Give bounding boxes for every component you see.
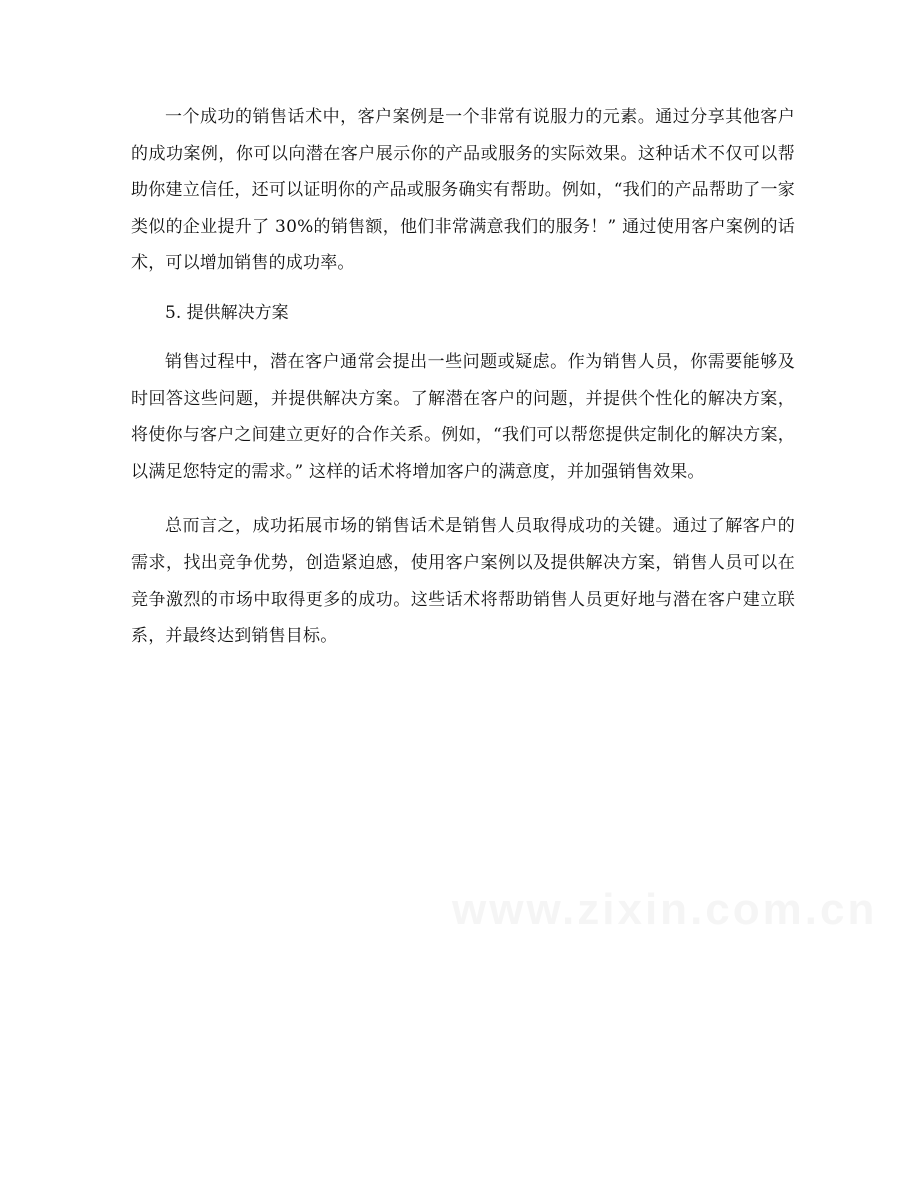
paragraph-customer-cases: 一个成功的销售话术中，客户案例是一个非常有说服力的元素。通过分享其他客户的成功案例，你可以向潜在客户展示你的产品或服务的实际效果。这种话术不仅可以帮助你建立信任，还可以证明你的产品或服务确实有帮助。例如，“我们的产品帮助了一家类似的企业提升了 30%的销售额，他们非常满意我们的服务！” 通过使用客户案例的话术，可以增加销售的成功率。 (131, 107, 795, 274)
watermark: www.zixin.com.cn (452, 885, 878, 934)
paragraph-solutions: 销售过程中，潜在客户通常会提出一些问题或疑虑。作为销售人员，你需要能够及时回答这些问题，并提供解决方案。了解潜在客户的问题，并提供个性化的解决方案，将使你与客户之间建立更好的合作关系。例如，“我们可以帮您提供定制化的解决方案，以满足您特定的需求。” 这样的话术将增加客户的满意度，并加强销售效果。 (131, 351, 795, 482)
section-heading: 5. 提供解决方案 (165, 302, 289, 323)
document-body (131, 99, 795, 655)
paragraph-summary: 总而言之，成功拓展市场的销售话术是销售人员取得成功的关键。通过了解客户的需求，找出竞争优势，创造紧迫感，使用客户案例以及提供解决方案，销售人员可以在竞争激烈的市场中取得更多的成功。这些话术将帮助销售人员更好地与潜在客户建立联系，并最终达到销售目标。 (131, 516, 795, 647)
